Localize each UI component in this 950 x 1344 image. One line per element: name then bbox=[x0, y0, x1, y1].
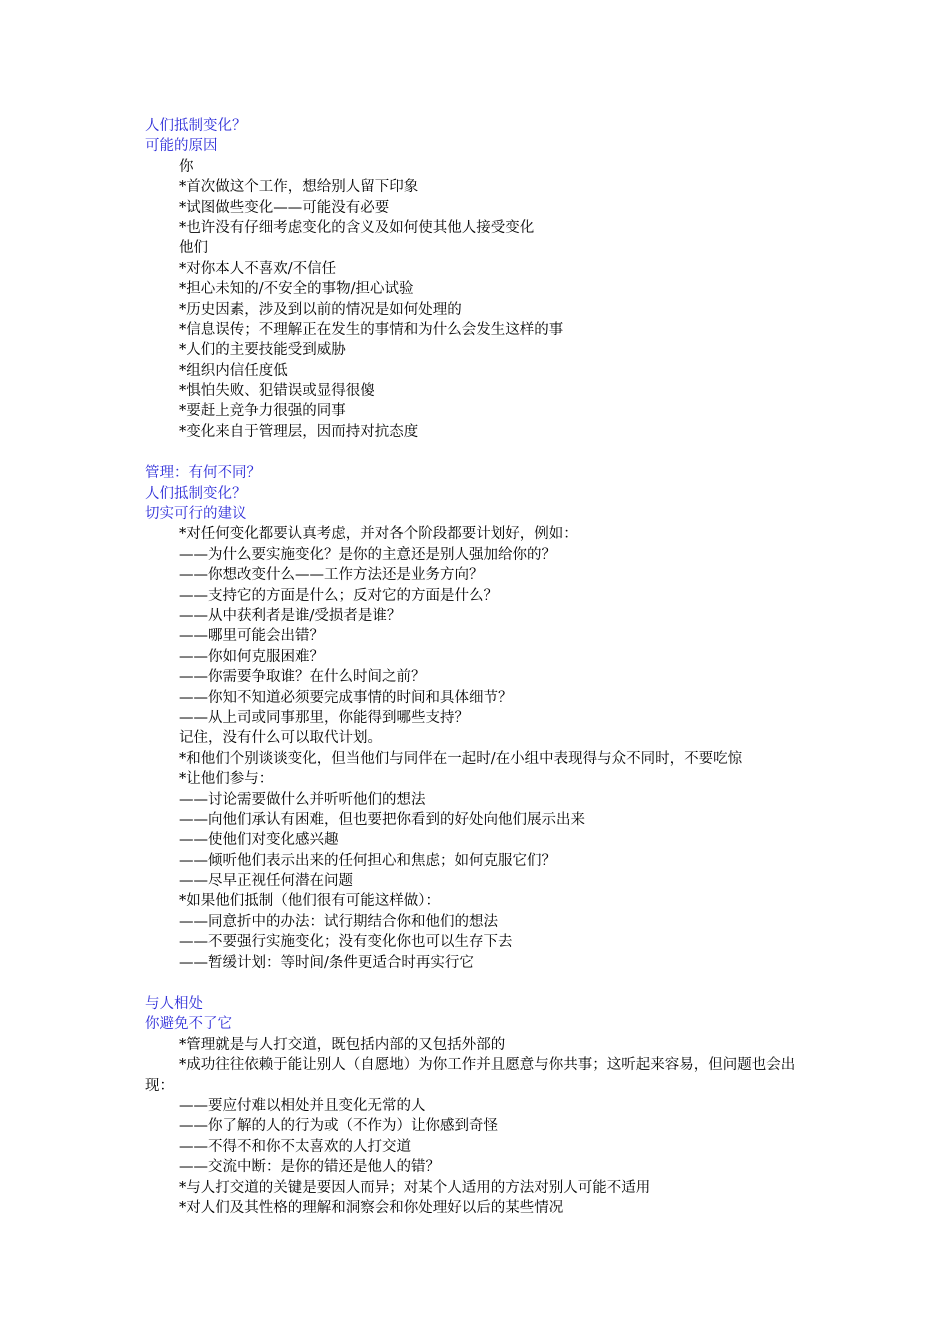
list-item: *要赶上竞争力很强的同事 bbox=[179, 403, 346, 420]
list-item: *首次做这个工作，想给别人留下印象 bbox=[179, 179, 419, 196]
heading-dealing-with-people: 与人相处 bbox=[145, 996, 203, 1013]
list-item: ——讨论需要做什么并听听他们的想法 bbox=[179, 791, 426, 808]
list-item: *变化来自于管理层，因而持对抗态度 bbox=[179, 423, 419, 440]
list-item: *与人打交道的关键是要因人而异；对某个人适用的方法对别人可能不适用 bbox=[179, 1179, 651, 1196]
list-item: ——暂缓计划：等时间/条件更适合时再实行它 bbox=[179, 954, 474, 971]
list-item: ——使他们对变化感兴趣 bbox=[179, 832, 339, 849]
list-item: *信息误传；不理解正在发生的事情和为什么会发生这样的事 bbox=[179, 321, 564, 338]
list-item: *人们的主要技能受到威胁 bbox=[179, 342, 346, 359]
list-item: *担心未知的/不安全的事物/担心试验 bbox=[179, 281, 414, 298]
list-item: ——你如何克服困难？ bbox=[179, 648, 324, 665]
subheading-you: 你 bbox=[179, 158, 194, 175]
paragraph-talk: *和他们个别谈谈变化，但当他们与同伴在一起时/在小组中表现得与众不同时，不要吃惊 bbox=[179, 750, 743, 767]
list-item: *组织内信任度低 bbox=[179, 362, 288, 379]
heading-resist-change: 人们抵制变化？ bbox=[145, 118, 247, 134]
list-item: ——你知不知道必须要完成事情的时间和具体细节？ bbox=[179, 689, 513, 706]
list-item: ——你需要争取谁？在什么时间之前？ bbox=[179, 669, 426, 686]
list-item: ——同意折中的办法：试行期结合你和他们的想法 bbox=[179, 913, 498, 930]
list-item: *惧怕失败、犯错误或显得很傻 bbox=[179, 383, 375, 400]
list-item: *历史因素，涉及到以前的情况是如何处理的 bbox=[179, 301, 462, 318]
heading-cannot-avoid: 你避免不了它 bbox=[145, 1016, 232, 1033]
list-item: ——哪里可能会出错？ bbox=[179, 628, 324, 645]
list-item: ——尽早正视任何潜在问题 bbox=[179, 873, 353, 890]
document-page bbox=[145, 116, 810, 1218]
list-item: ——为什么要实施变化？是你的主意还是别人强加给你的？ bbox=[179, 546, 556, 563]
list-item: ——你了解的人的行为或（不作为）让你感到奇怪 bbox=[179, 1118, 498, 1135]
list-item: ——要应付难以相处并且变化无常的人 bbox=[179, 1098, 426, 1115]
heading-possible-reasons: 可能的原因 bbox=[145, 138, 218, 155]
list-item: ——支持它的方面是什么；反对它的方面是什么？ bbox=[179, 587, 498, 604]
list-item: ——倾听他们表示出来的任何担心和焦虑；如何克服它们？ bbox=[179, 852, 556, 869]
heading-resist-change-2: 人们抵制变化？ bbox=[145, 485, 247, 502]
list-item: *试图做些变化——可能没有必要 bbox=[179, 199, 390, 216]
list-item: ——你想改变什么——工作方法还是业务方向？ bbox=[179, 567, 484, 584]
list-item: ——从中获利者是谁/受损者是谁？ bbox=[179, 607, 402, 624]
heading-practical-advice: 切实可行的建议 bbox=[145, 506, 247, 523]
subheading-they: 他们 bbox=[179, 240, 208, 257]
list-item: *对人们及其性格的理解和洞察会和你处理好以后的某些情况 bbox=[179, 1199, 564, 1216]
list-item: ——向他们承认有困难，但也要把你看到的好处向他们展示出来 bbox=[179, 811, 585, 828]
list-item-involve: *让他们参与： bbox=[179, 771, 274, 788]
list-item: *也许没有仔细考虑变化的含义及如何使其他人接受变化 bbox=[179, 219, 535, 236]
list-item: *对你本人不喜欢/不信任 bbox=[179, 260, 337, 277]
section-gap bbox=[145, 442, 810, 463]
list-item: ——不得不和你不太喜欢的人打交道 bbox=[179, 1138, 411, 1155]
list-item: *管理就是与人打交道，既包括内部的又包括外部的 bbox=[179, 1036, 506, 1053]
list-item: ——从上司或同事那里，你能得到哪些支持？ bbox=[179, 709, 469, 726]
heading-management: 管理：有何不同？ bbox=[145, 465, 261, 482]
list-item-plan: *对任何变化都要认真考虑，并对各个阶段都要计划好，例如： bbox=[179, 526, 578, 543]
list-item-resist: *如果他们抵制（他们很有可能这样做）： bbox=[179, 893, 440, 910]
remember-note: 记住，没有什么可以取代计划。 bbox=[179, 730, 382, 747]
list-item: ——不要强行实施变化；没有变化你也可以生存下去 bbox=[179, 934, 513, 951]
section-gap bbox=[145, 973, 810, 994]
list-item: ——交流中断：是你的错还是他人的错？ bbox=[179, 1159, 440, 1176]
paragraph-success: *成功往往依赖于能让别人（自愿地）为你工作并且愿意与你共事；这听起来容易，但问题也会出现： bbox=[145, 1057, 796, 1094]
